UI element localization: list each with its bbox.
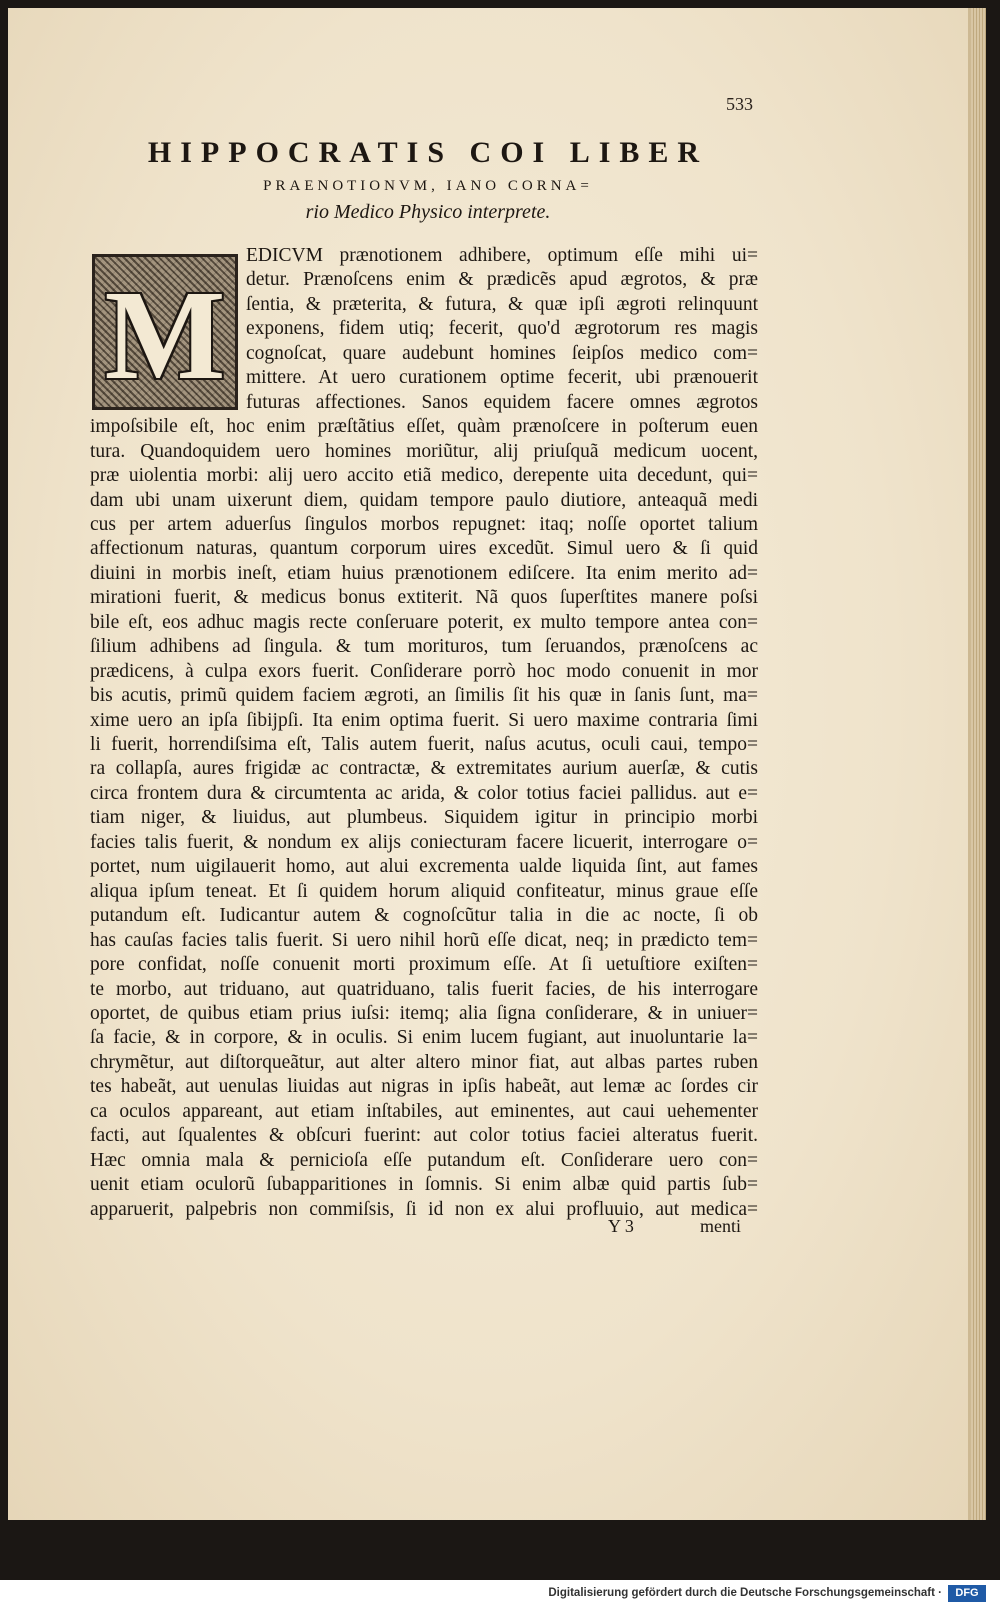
text-line: cognoſcat, quare audebunt homines ſeipſos medico com= [246,342,758,364]
text-line: affectionum naturas, quantum corporum uires excedũt. Simul uero & ſi quid [90,538,758,560]
text-line: detur. Prænoſcens enim & prædicẽs apud ægrotos, & præ [246,269,758,291]
book-page [8,8,971,1520]
catchword: menti [700,1216,741,1236]
title-translator: rio Medico Physico interprete. [305,201,551,223]
text-line: te morbo, aut triduano, aut quatriduano, talis fuerit facies, de his interrogare [90,978,758,1000]
digitization-footer [0,1580,1000,1607]
text-line: portet, num uigilauerit homo, aut alui excrementa ualde liquida ſint, aut fames [90,856,758,878]
title-main: HIPPOCRATIS COI LIBER [147,136,709,169]
text-line: mirationi fuerit, & medicus bonus extiterit. Nã quos ſuperſtites manere poſsi [90,587,758,609]
text-line: mittere. At uero curationem optime fecerit, ubi prænouerit [246,367,758,389]
text-line: oportet, de quibus etiam prius iuſsi: itemq; alia ſigna conſiderare, & in uniuer= [90,1002,758,1024]
footer-credit: Digitalisierung gefördert durch die Deutsche Forschungsgemeinschaft · [548,1587,942,1599]
text-line: futuras affectiones. Sanos equidem facere omnes ægrotos [246,391,758,413]
text-line: pore confidat, noſſe conuenit morti proximum eſſe. At ſi uetuſtiore exiſten= [90,954,758,976]
text-line: aliqua ipſum teneat. Et ſi quidem horum aliquid confiteatur, minus graue eſſe [90,880,758,902]
text-line: tiam niger, & liuidus, aut plumbeus. Siquidem igitur in principio morbi [90,807,758,829]
text-line: exponens, fidem utiq; fecerit, quo'd ægrotorum res magis [246,318,758,340]
text-line: facies talis fuerit, & nondum ex alijs coniecturam facere licuerit, interrogare o= [90,831,758,853]
text-line: bis acutis, primũ quidem faciem ægroti, an ſimilis ſit his quæ in ſanis ſunt, ma= [90,685,758,707]
text-line: ſilium adhibens ad ſingula. & tum morituros, tum ſeruandos, prænoſcens ac [90,636,758,658]
text-line: bile eſt, eos adhuc magis recte conſeruare poterit, ex multo tempore antea con= [90,611,758,633]
text-line: putandum eſt. Iudicantur autem & cognoſcũtur talia in die ac nocte, ſi ob [90,905,758,927]
text-line: ſentia, & præterita, & futura, & quæ ipſi ægroti relinquunt [246,293,758,315]
text-line: EDICVM prænotionem adhibere, optimum eſſe mihi ui= [246,245,758,266]
text-line: ca oculos appareant, aut etiam inſtabiles, aut eminentes, aut caui uehementer [90,1100,758,1122]
text-line: Hæc omnia mala & pernicioſa eſſe putandum eſt. Conſiderare uero con= [90,1149,758,1171]
text-line: prædicens, à culpa exors fuerit. Conſiderare porrò hoc modo conuenit in mor [90,660,758,682]
text-line: tes habeãt, aut uenulas liuidas aut nigras in ipſis habeãt, aut lemæ ac ſordes cir [90,1076,758,1098]
dfg-logo: DFG [948,1585,986,1602]
text-line: apparuerit, palpebris non commiſsis, ſi id non ex alui profluuio, aut medica= [90,1198,758,1220]
text-line: ſa facie, & in corpore, & in oculis. Si enim lucem fugiant, aut inuoluntarie la= [90,1027,758,1049]
text-line: xime uero an ipſa ſibijpſi. Ita enim optima fuerit. Si uero maxime contraria ſimi [90,709,758,731]
text-line: cus per artem aduerſus ſingulos morbos repugnet: itaq; noſſe oportet talium [90,513,758,535]
text-line: præ uiolentia morbi: alij uero accito etiã medico, derepente uita decedunt, qui= [90,465,758,487]
text-line: facti, aut ſqualentes & obſcuri fuerint: aut color totius faciei alteratus fuerit. [90,1125,758,1147]
initial-letter: M [104,264,226,406]
decorated-initial [92,254,238,410]
text-line: tura. Quandoquidem uero homines moriũtur, alij priuſquã medicum uocent, [90,440,758,462]
text-line: ra collapſa, aures frigidæ ac contractæ, & extremitates aurium auerſæ, & cutis [90,758,758,780]
page-number: 533 [726,94,753,114]
signature-mark: Y 3 [608,1216,634,1236]
text-line: diuini in morbis ineſt, etiam huius prænotionem ediſcere. Ita enim merito ad= [90,562,758,584]
title-subtitle: PRAENOTIONVM, IANO CORNA= [263,178,593,194]
text-line: li fuerit, horrendiſsima eſt, Talis autem fuerit, naſus acutus, oculi caui, tempo= [90,734,758,755]
text-line: impoſsibile eſt, hoc enim præſtãtius eſſet, quàm prænoſcere in poſterum euen [90,416,758,438]
text-line: circa frontem dura & circumtenta ac arida, & color totius faciei pallidus. aut e= [90,782,758,804]
text-line: uenit etiam oculorũ ſubapparitiones in ſomnis. Si enim albæ quid partis ſub= [90,1174,758,1196]
text-line: chrymẽtur, aut diſtorqueãtur, aut alter altero minor fiat, aut albas partes ruben [90,1051,758,1073]
text-line: dam ubi unam uixerunt diem, quidam tempore paulo diutiore, anteaquã medi [90,489,758,511]
text-line: has cauſas facies talis fuerit. Si uero nihil horũ eſſe dicat, neq; in prædicto tem= [90,929,758,951]
